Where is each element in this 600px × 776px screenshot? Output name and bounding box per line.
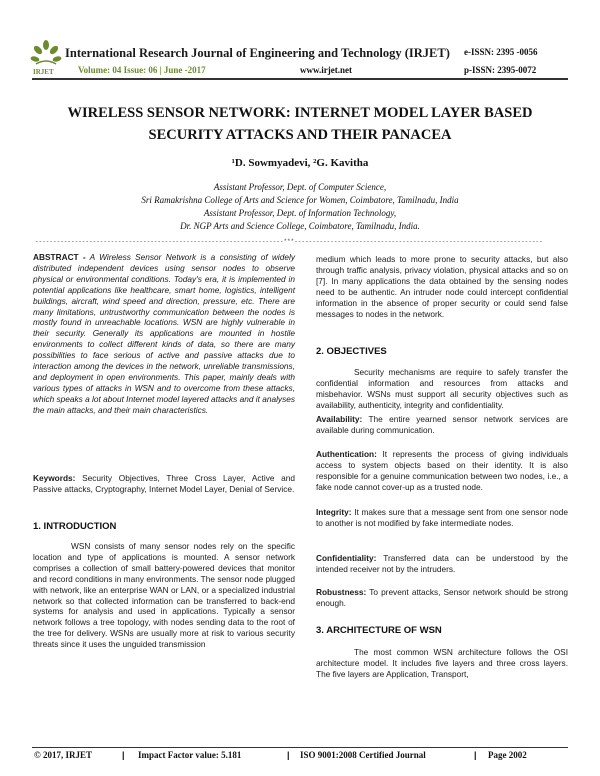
logo-text: IRJET [33,68,54,76]
section-heading-objectives: 2. OBJECTIVES [316,346,387,357]
keywords [33,473,295,495]
confidentiality-paragraph [316,553,568,575]
affiliation-4: Dr. NGP Arts and Science College, Coimbatore, Tamilnadu, India. [180,221,420,231]
volume-info: Volume: 04 Issue: 06 | June -2017 [78,65,206,75]
footer-iso: ISO 9001:2008 Certified Journal [300,750,426,760]
objectives-text: Security mechanisms are require to safely transfer the confidential information and resources from attacks and misbehavior. WSNs must support all security objectives such as availability, authenticity, integrity and confidentiality. [316,367,568,410]
availability-label: Availability: [316,414,363,424]
footer-page-number: Page 2002 [488,750,527,760]
header-rule [32,78,568,80]
architecture-text: The most common WSN architecture follows the OSI architecture model. It includes five layers and three cross layers. The five layers are Application, Transport, [316,647,568,679]
eissn: e-ISSN: 2395 -0056 [464,47,538,57]
leaf-logo-icon [30,40,62,70]
abstract-label: ABSTRACT - [33,252,86,262]
abstract [33,252,295,416]
abstract-text: A Wireless Sensor Network is a consisting of widely distributed independent devices using sensor nodes to observe physical or environmental conditions. Today's era, it is implemented in potential applications like healthcare, smart home, logistics, intelligent buildings, aircraft, wind speed and direction, pressure, etc. There are many limitations, untrustworthy communication between the nodes is mostly found in unreachable locations. WSN are highly vulnerable in their security. Generally its applications are mounted in hostile environments to collect different kinds of data, so there are many possibilities to face serious of active and passive attacks due to interaction among the devices in the network, unreliable transmissions, and deployment in open environments. This paper, mainly deals with various types of attacks in WSN and to overcome from these attacks, which speaks a lot about Internet model layered attacks and it analyses the main attacks, and their main characteristics. [33,252,295,415]
affiliation-1: Assistant Professor, Dept. of Computer Science, [213,182,387,192]
section-heading-architecture: 3. ARCHITECTURE OF WSN [316,625,442,636]
integrity-label: Integrity: [316,507,352,517]
keywords-label: Keywords: [33,473,76,483]
footer-copyright: © 2017, IRJET [34,750,92,760]
confidentiality-text: Transferred data can be understood by the intended receiver not by the intruders. [316,553,568,574]
footer-impact-factor: Impact Factor value: 5.181 [138,750,242,760]
robustness-paragraph [316,587,568,609]
availability-paragraph [316,414,568,436]
authentication-label: Authentication: [316,449,377,459]
authentication-text: It represents the process of giving individuals access to system objects based on their identity. It is also responsible for a genuine communication between two nodes, i.e., a fake node cannot cover-up as a trusted node. [316,449,568,492]
keywords-text: Security Objectives, Three Cross Layer, Active and Passive attacks, Cryptography, Internet Model Layer, Denial of Service. [33,473,295,494]
footer-rule [32,747,568,748]
section-heading-introduction: 1. INTRODUCTION [33,521,117,532]
paper-title [30,102,570,146]
title-line-1: WIRELESS SENSOR NETWORK: INTERNET MODEL LAYER BASED [67,105,533,121]
robustness-label: Robustness: [316,587,367,597]
robustness-text: To prevent attacks, Sensor network should be strong enough. [316,587,568,608]
integrity-text: It makes sure that a message sent from one sensor node to another is not modified by fake intermediate nodes. [316,507,568,528]
section-separator: ---------------------------------------------------------------------***--------------------------------------------------------------------- [35,238,543,245]
footer-divider: | [287,750,290,760]
title-line-2: SECURITY ATTACKS AND THEIR PANACEA [148,127,452,143]
footer-divider: | [474,750,477,760]
integrity-paragraph [316,507,568,529]
journal-name: International Research Journal of Engineering and Technology (IRJET) [65,46,450,60]
footer-divider: | [122,750,125,760]
right-continued-text: medium which leads to more prone to security attacks, but also through traffic analysis, privacy violation, physical attacks and so on [7]. In many applications the data obtained by the sensing nodes need to be authentic. An intruder node could intercept confidential information in the absence of proper security or could send false messages to nodes in the network. [316,254,568,319]
pissn: p-ISSN: 2395-0072 [464,65,537,75]
journal-url[interactable]: www.irjet.net [300,65,352,75]
confidentiality-label: Confidentiality: [316,553,377,563]
affiliation-3: Assistant Professor, Dept. of Information Technology, [203,208,397,218]
affiliation-2: Sri Ramakrishna College of Arts and Science for Women, Coimbatore, Tamilnadu, India [141,195,459,205]
availability-text: The entire yearned sensor network services are available during communication. [316,414,568,435]
introduction-text: WSN consists of many sensor nodes rely on the specific location and type of applications is mounted. A sensor network comprises a collection of small battery-powered devices that monitor and record conditions in many environments. The sensor node plugged with network, like an enterprise WAN or LAN, or a specialized industrial network so that collected information can be transferred to back-end systems for analysis and used in applications. Typically a sensor network follows a tree topology, with nodes sending data to the root of the tree for delivery. WSNs are usually more at risk to various security threats since it uses the unguided transmission [33,541,295,650]
authors: ¹D. Sowmyadevi, ²G. Kavitha [231,157,369,169]
authentication-paragraph [316,449,568,493]
